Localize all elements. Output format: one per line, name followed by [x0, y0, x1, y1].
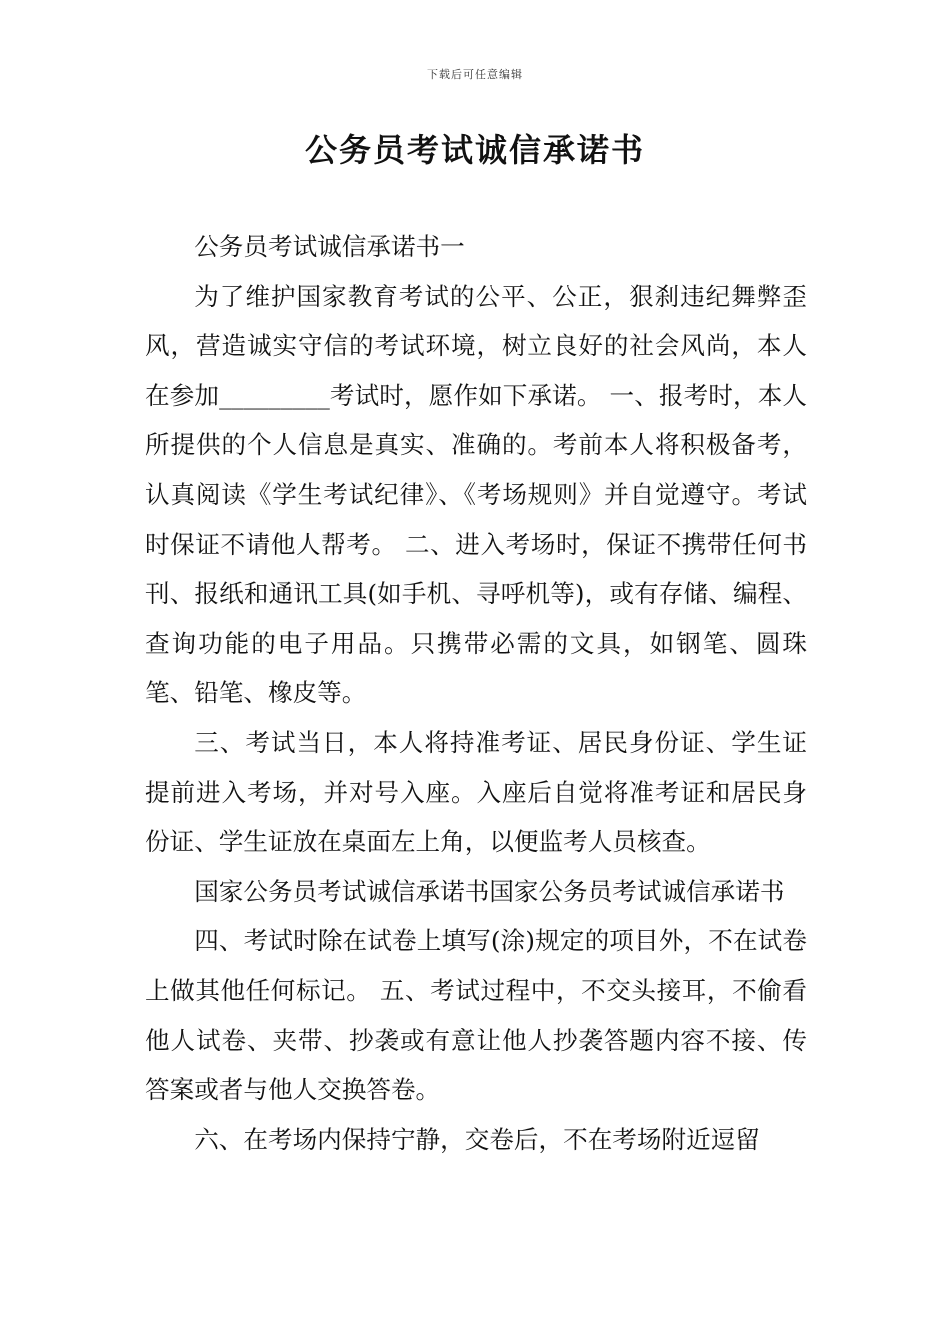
paragraph-commitments-1-2: 为了维护国家教育考试的公平、公正，狠刹违纪舞弊歪风，营造诚实守信的考试环境，树立良好的社会风尚，本人在参加_________考试时，愿作如下承诺。 一、报考时，本人所提供的个人信息是真实、准确的。考前本人将积极备考，认真阅读《学生考试纪律》、《考场规则》并自觉遵守。考试时保证不请他人帮考。 二、进入考场时，保证不携带任何书刊、报纸和通讯工具(如手机、寻呼机等)，或有存储、编程、查询功能的电子用品。只携带必需的文具，如钢笔、圆珠笔、铅笔、橡皮等。	[145, 281, 807, 708]
page-header-note: 下载后可任意编辑	[427, 68, 523, 81]
paragraph-repeated-title: 国家公务员考试诚信承诺书国家公务员考试诚信承诺书	[194, 876, 785, 906]
document-title: 公务员考试诚信承诺书	[304, 131, 645, 169]
paragraph-commitments-4-5: 四、考试时除在试卷上填写(涂)规定的项目外，不在试卷上做其他任何标记。 五、考试过程中，不交头接耳，不偷看他人试卷、夹带、抄袭或有意让他人抄袭答题内容不接、传答案或者与他人交换答卷。	[145, 926, 807, 1105]
paragraph-subtitle: 公务员考试诚信承诺书一	[194, 232, 465, 261]
document-body	[145, 222, 807, 1164]
paragraph-commitment-3: 三、考试当日，本人将持准考证、居民身份证、学生证提前进入考场，并对号入座。入座后自觉将准考证和居民身份证、学生证放在桌面左上角，以便监考人员核查。	[145, 727, 807, 857]
paragraph-commitment-6: 六、在考场内保持宁静，交卷后，不在考场附近逗留	[194, 1124, 760, 1154]
